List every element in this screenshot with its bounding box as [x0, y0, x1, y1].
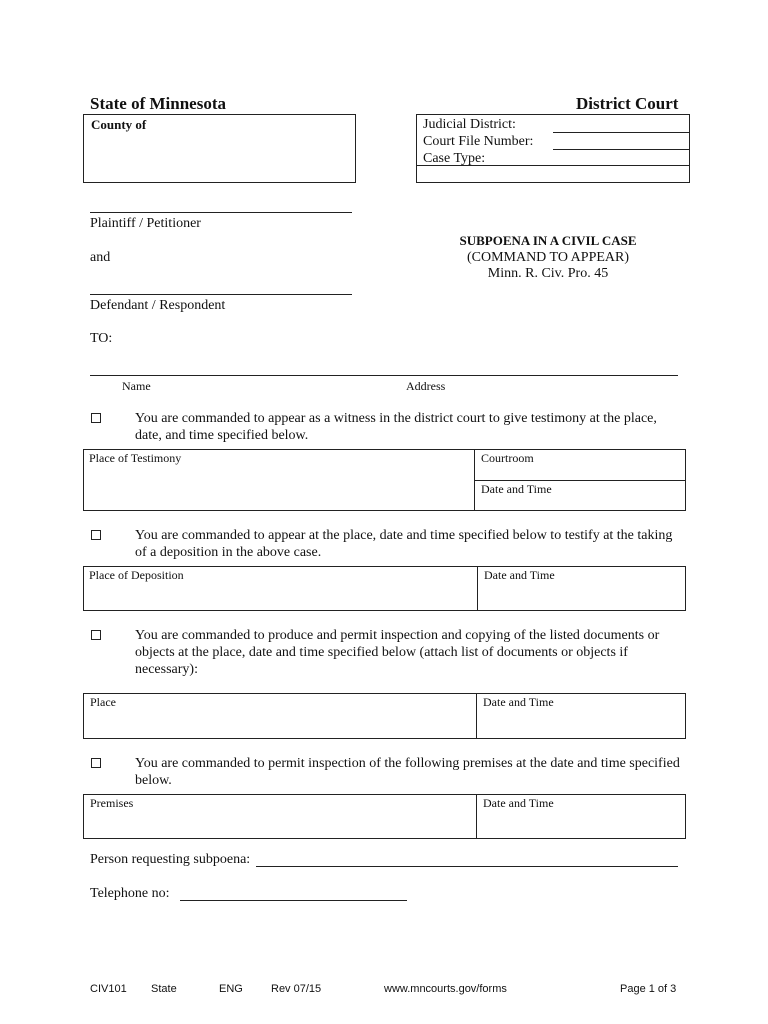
footer-language: ENG	[219, 983, 243, 995]
documents-text-2: objects at the place, date and time specified below (attach list of documents or objects if	[135, 645, 628, 660]
plaintiff-input[interactable]	[90, 198, 352, 213]
subpoena-rule: Minn. R. Civ. Pro. 45	[487, 266, 609, 281]
footer-revision: Rev 07/15	[271, 983, 322, 995]
case-info-divider	[417, 165, 689, 166]
state-heading: State of Minnesota	[90, 94, 226, 113]
premises-label: Premises	[90, 796, 134, 810]
footer-url: www.mncourts.gov/forms	[384, 983, 507, 995]
place-of-deposition-label: Place of Deposition	[89, 568, 184, 582]
county-label: County of	[91, 117, 147, 132]
plaintiff-label: Plaintiff / Petitioner	[90, 216, 201, 231]
county-box	[83, 114, 356, 183]
premises-text-2: below.	[135, 773, 172, 788]
address-label: Address	[406, 379, 446, 393]
deposition-checkbox[interactable]	[91, 530, 101, 540]
testimony-table	[83, 449, 686, 511]
documents-text-1: You are commanded to produce and permit inspection and copying of the listed documents or	[135, 628, 660, 643]
premises-datetime-label: Date and Time	[483, 796, 554, 810]
defendant-input[interactable]	[90, 280, 352, 295]
judicial-district-input[interactable]	[553, 118, 689, 133]
testimony-text-1: You are commanded to appear as a witness in the district court to give testimony at the place,	[135, 411, 657, 426]
subpoena-title: SUBPOENA IN A CIVIL CASE	[459, 233, 637, 248]
testimony-datetime-label: Date and Time	[481, 482, 552, 496]
deposition-text-2: of a deposition in the above case.	[135, 545, 322, 560]
and-label: and	[90, 250, 111, 265]
documents-table	[83, 693, 686, 739]
court-file-number-input[interactable]	[553, 135, 689, 150]
person-requesting-label: Person requesting subpoena:	[90, 852, 251, 867]
deposition-datetime-label: Date and Time	[484, 568, 555, 582]
documents-text-3: necessary):	[135, 662, 198, 677]
telephone-label: Telephone no:	[90, 886, 170, 901]
case-type-label: Case Type:	[423, 151, 486, 166]
subpoena-subtitle: (COMMAND TO APPEAR)	[466, 250, 630, 265]
court-heading: District Court	[576, 94, 679, 113]
recipient-input[interactable]	[90, 361, 678, 376]
footer-jurisdiction: State	[151, 983, 177, 995]
deposition-text-1: You are commanded to appear at the place, date and time specified below to testify at the taking	[135, 528, 673, 543]
footer-page: Page 1 of 3	[620, 983, 677, 995]
footer-form-id: CIV101	[90, 983, 127, 995]
premises-text-1: You are commanded to permit inspection of the following premises at the date and time specified	[135, 756, 680, 771]
person-requesting-input[interactable]	[256, 852, 678, 867]
premises-table	[83, 794, 686, 839]
defendant-label: Defendant / Respondent	[90, 298, 226, 313]
court-file-number-label: Court File Number:	[423, 134, 534, 149]
documents-place-label: Place	[90, 695, 116, 709]
premises-checkbox[interactable]	[91, 758, 101, 768]
documents-checkbox[interactable]	[91, 630, 101, 640]
judicial-district-label: Judicial District:	[423, 117, 516, 132]
name-label: Name	[122, 379, 151, 393]
testimony-text-2: date, and time specified below.	[135, 428, 309, 443]
case-info-box	[416, 114, 690, 183]
telephone-input[interactable]	[180, 886, 407, 901]
deposition-table	[83, 566, 686, 611]
case-type-input[interactable]	[553, 151, 689, 166]
documents-datetime-label: Date and Time	[483, 695, 554, 709]
to-label: TO:	[90, 331, 113, 346]
place-of-testimony-label: Place of Testimony	[89, 451, 182, 465]
courtroom-label: Courtroom	[481, 451, 534, 465]
testimony-checkbox[interactable]	[91, 413, 101, 423]
